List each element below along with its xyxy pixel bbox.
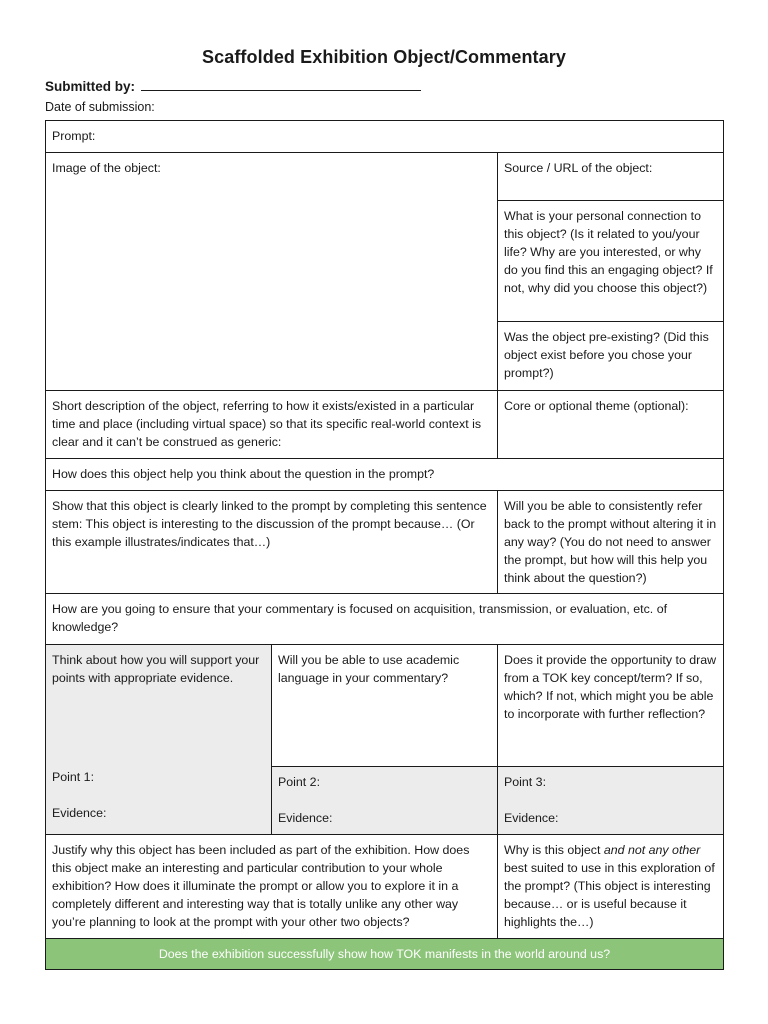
refer-back-text: Will you be able to consistently refer back to the prompt without altering it in any way? (You do not need to answer the prompt, but how will this help you think about the question?) [504, 499, 717, 585]
exhibition-question-banner [45, 938, 724, 970]
show-linked-cell[interactable] [45, 490, 498, 594]
short-description-cell[interactable] [45, 390, 498, 459]
submitted-by-field[interactable] [45, 78, 421, 94]
prompt-label: Prompt: [52, 129, 96, 143]
date-of-submission-label: Date of submission: [45, 100, 155, 114]
point3-label: Point 3: [504, 775, 547, 789]
page-title: Scaffolded Exhibition Object/Commentary [202, 47, 566, 67]
support-points-cell[interactable] [45, 644, 272, 835]
point2-label: Point 2: [278, 775, 321, 789]
theme-cell[interactable] [497, 390, 724, 459]
short-description-text: Short description of the object, referring to how it exists/existed in a particular time and place (including virtual space) so that its specific real-world context is clear and it can’t be construed as generic: [52, 399, 482, 449]
point1-label: Point 1: [52, 770, 95, 784]
exhibition-question-text: Does the exhibition successfully show how TOK manifests in the world around us? [158, 947, 611, 961]
help-think-cell[interactable] [45, 458, 724, 491]
personal-connection-text: What is your personal connection to this object? (Is it related to you/your life? Why are you interested, or why do you find this an engaging object? If not, why did you choose this object?) [504, 209, 713, 295]
source-url-cell[interactable] [497, 152, 724, 201]
why-best-text-emphasis: and not any other [603, 843, 701, 857]
theme-label: Core or optional theme (optional): [504, 399, 689, 413]
source-url-label: Source / URL of the object: [504, 161, 653, 175]
point2-cell[interactable] [271, 766, 498, 835]
tok-concept-text: Does it provide the opportunity to draw from a TOK key concept/term? If so, which? If not, which might you be able to incorporate with further reflection? [504, 653, 717, 721]
help-think-text: How does this object help you think about the question in the prompt? [52, 467, 435, 481]
pre-existing-cell[interactable] [497, 321, 724, 391]
focused-text: How are you going to ensure that your commentary is focused on acquisition, transmission, or evaluation, etc. of knowledge? [52, 602, 668, 634]
submitted-by-line[interactable] [141, 78, 421, 91]
why-best-cell[interactable] [497, 834, 724, 939]
evidence2-label: Evidence: [278, 811, 333, 825]
why-best-text-post: best suited to use in this exploration of the prompt? (This object is interesting because… or is useful because it highlights the…) [504, 861, 715, 929]
image-of-object-cell[interactable] [45, 152, 498, 391]
justify-cell[interactable] [45, 834, 498, 939]
justify-text: Justify why this object has been included as part of the exhibition. How does this object make an interesting and particular contribution to your whole exhibition? How does it illuminate the prompt or allow you to explore it in a completely different and interesting way that is totally unlike any other way you’re planning to look at the prompt with your other two objects? [52, 843, 470, 929]
academic-language-text: Will you be able to use academic language in your commentary? [278, 653, 460, 685]
submitted-by-label: Submitted by: [45, 79, 135, 94]
tok-concept-cell[interactable] [497, 644, 724, 767]
show-linked-text: Show that this object is clearly linked to the prompt by completing this sentence stem: This object is interesting to the discussion of the prompt because… (Or this example illustrates/indicates that…) [52, 499, 487, 549]
refer-back-cell[interactable] [497, 490, 724, 594]
prompt-cell[interactable] [45, 120, 724, 153]
point3-cell[interactable] [497, 766, 724, 835]
image-of-object-label: Image of the object: [52, 161, 161, 175]
academic-language-cell[interactable] [271, 644, 498, 767]
support-points-text: Think about how you will support your points with appropriate evidence. [52, 653, 260, 685]
evidence3-label: Evidence: [504, 811, 559, 825]
why-best-text-pre: Why is this object [504, 843, 604, 857]
pre-existing-text: Was the object pre-existing? (Did this object exist before you chose your prompt?) [504, 330, 709, 380]
personal-connection-cell[interactable] [497, 200, 724, 322]
focused-cell[interactable] [45, 593, 724, 645]
evidence1-label: Evidence: [52, 806, 107, 820]
